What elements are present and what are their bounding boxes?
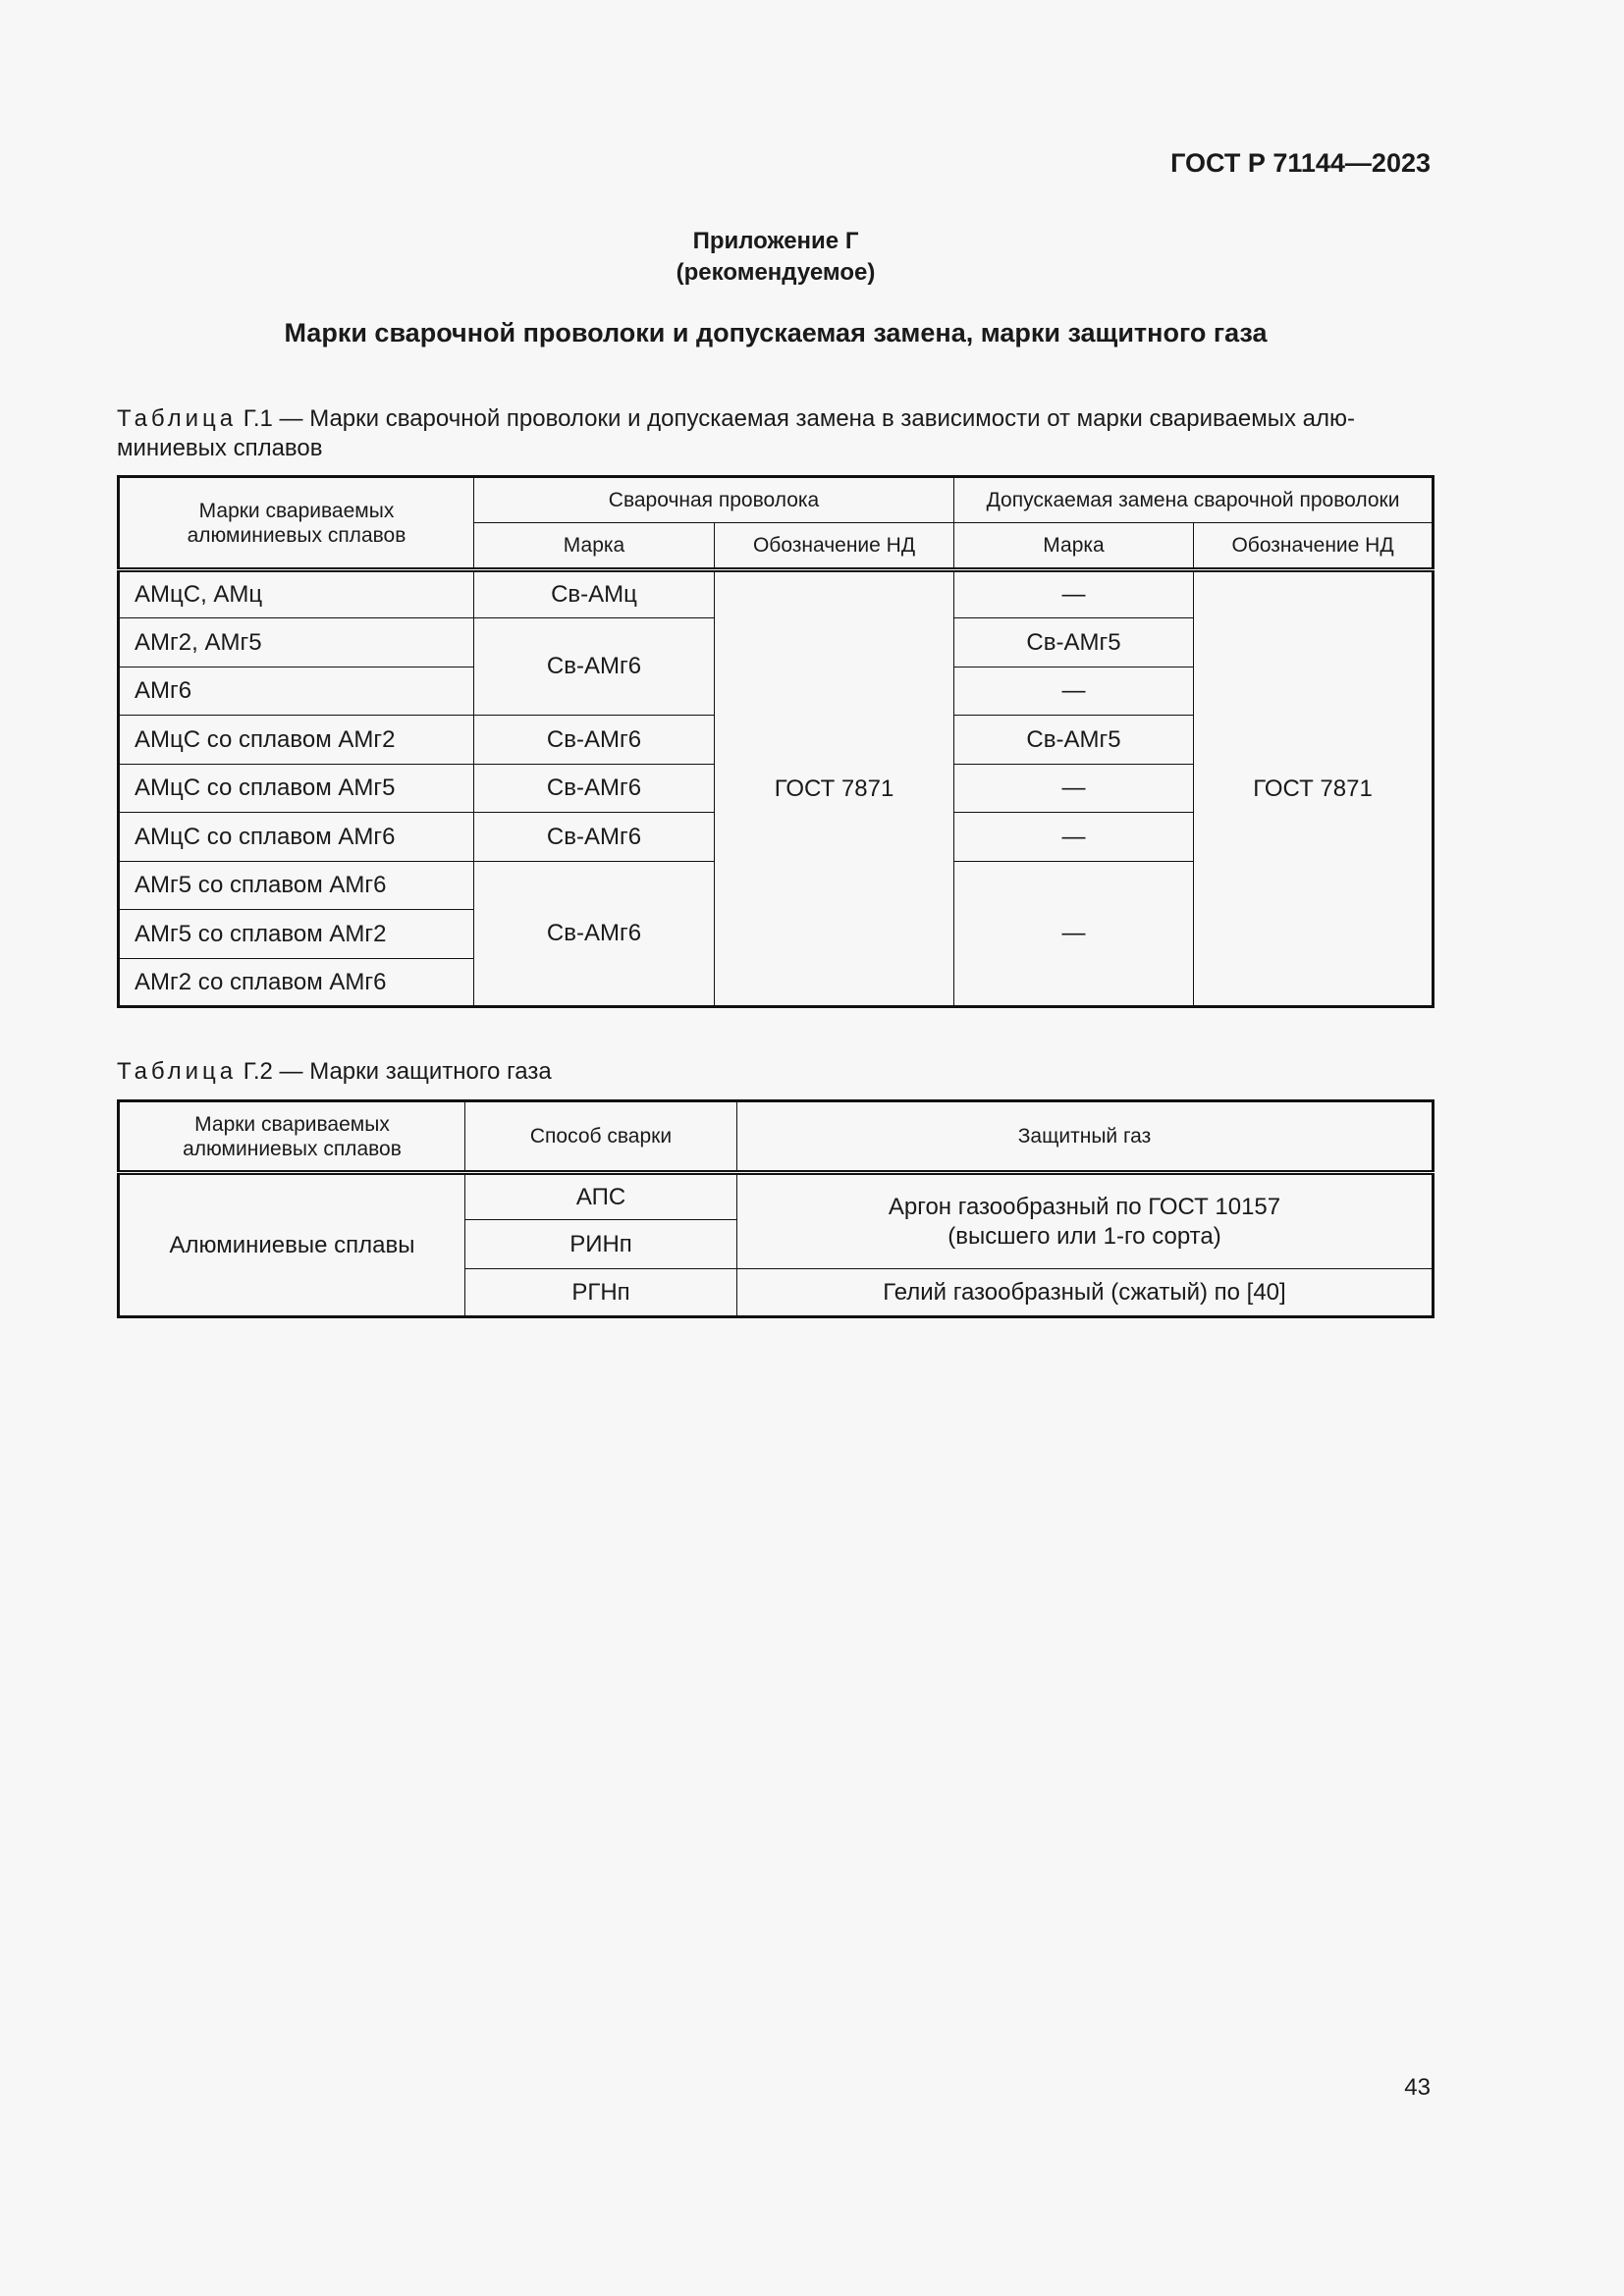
table-row <box>119 1173 1434 1220</box>
method-cell: РГНп <box>465 1269 737 1317</box>
method-cell: АПС <box>465 1173 737 1220</box>
gas-helium-cell: Гелий газообразный (сжатый) по [40] <box>737 1269 1434 1317</box>
annex-heading <box>0 226 1551 289</box>
wire-cell: Св-АМг6 <box>474 862 715 1007</box>
table1-caption-text: Г.1 — Марки сварочной проволоки и допускаемая замена в зависимости от марки свариваемых алю- <box>237 405 1355 432</box>
replace-cell: — <box>954 765 1194 813</box>
wire-table-head-wire: Сварочная проволока <box>474 477 954 523</box>
gas-table-head-method: Способ сварки <box>465 1101 737 1173</box>
gas-argon-line2: (высшего или 1-го сорта) <box>947 1222 1221 1250</box>
wire-nd-cell: ГОСТ 7871 <box>715 570 954 1007</box>
replace-cell: — <box>954 570 1194 618</box>
alloy-cell: АМг6 <box>119 667 474 716</box>
gas-argon-line1: Аргон газообразный по ГОСТ 10157 <box>888 1193 1281 1220</box>
replace-cell: Св-АМг5 <box>954 716 1194 765</box>
replace-cell: — <box>954 667 1194 716</box>
gas-table-head-gas: Защитный газ <box>737 1101 1434 1173</box>
wire-cell: Св-АМг6 <box>474 765 715 813</box>
alloy-cell: АМцС со сплавом АМг6 <box>119 813 474 862</box>
gas-alloy-cell: Алюминиевые сплавы <box>119 1173 465 1317</box>
table-row <box>119 570 1434 618</box>
gas-argon-cell <box>737 1173 1434 1269</box>
annex-status: (рекомендуемое) <box>676 259 876 286</box>
table2-caption-prefix: Таблица <box>117 1058 238 1085</box>
wire-cell: Св-АМг6 <box>474 813 715 862</box>
replace-cell: — <box>954 813 1194 862</box>
alloy-cell: АМг2, АМг5 <box>119 618 474 667</box>
wire-table-head-replace: Допускаемая замена сварочной проволоки <box>954 477 1434 523</box>
method-cell: РИНп <box>465 1220 737 1269</box>
gas-table <box>117 1099 1435 1318</box>
replace-nd-cell: ГОСТ 7871 <box>1194 570 1434 1007</box>
alloy-cell: АМг5 со сплавом АМг6 <box>119 862 474 910</box>
document-code: ГОСТ Р 71144—2023 <box>1170 148 1431 178</box>
wire-table-head-mark: Марка <box>474 523 715 570</box>
wire-cell: Св-АМг6 <box>474 618 715 716</box>
replace-cell: Св-АМг5 <box>954 618 1194 667</box>
wire-cell: Св-АМц <box>474 570 715 618</box>
alloy-cell: АМцС, АМц <box>119 570 474 618</box>
annex-title: Приложение Г <box>692 228 859 254</box>
page-title: Марки сварочной проволоки и допускаемая замена, марки защитного газа <box>284 318 1268 347</box>
wire-table-head-alloys: Марки свариваемых алюминиевых сплавов <box>119 477 474 570</box>
wire-table <box>117 475 1435 1008</box>
wire-cell: Св-АМг6 <box>474 716 715 765</box>
gas-table-head-alloys: Марки свариваемых алюминиевых сплавов <box>119 1101 465 1173</box>
table2-caption-text: Г.2 — Марки защитного газа <box>237 1058 552 1085</box>
table1-caption-prefix: Таблица <box>117 405 238 432</box>
wire-table-head-mark2: Марка <box>954 523 1194 570</box>
alloy-cell: АМцС со сплавом АМг2 <box>119 716 474 765</box>
alloy-cell: АМг2 со сплавом АМг6 <box>119 959 474 1007</box>
replace-cell: — <box>954 862 1194 1007</box>
wire-table-head-nd2: Обозначение НД <box>1194 523 1434 570</box>
table1-caption-text2: миниевых сплавов <box>117 435 323 461</box>
table2-caption <box>117 1057 1433 1087</box>
table1-caption <box>117 404 1433 463</box>
page-number: 43 <box>1404 2074 1431 2101</box>
alloy-cell: АМг5 со сплавом АМг2 <box>119 910 474 959</box>
wire-table-head-nd: Обозначение НД <box>715 523 954 570</box>
alloy-cell: АМцС со сплавом АМг5 <box>119 765 474 813</box>
